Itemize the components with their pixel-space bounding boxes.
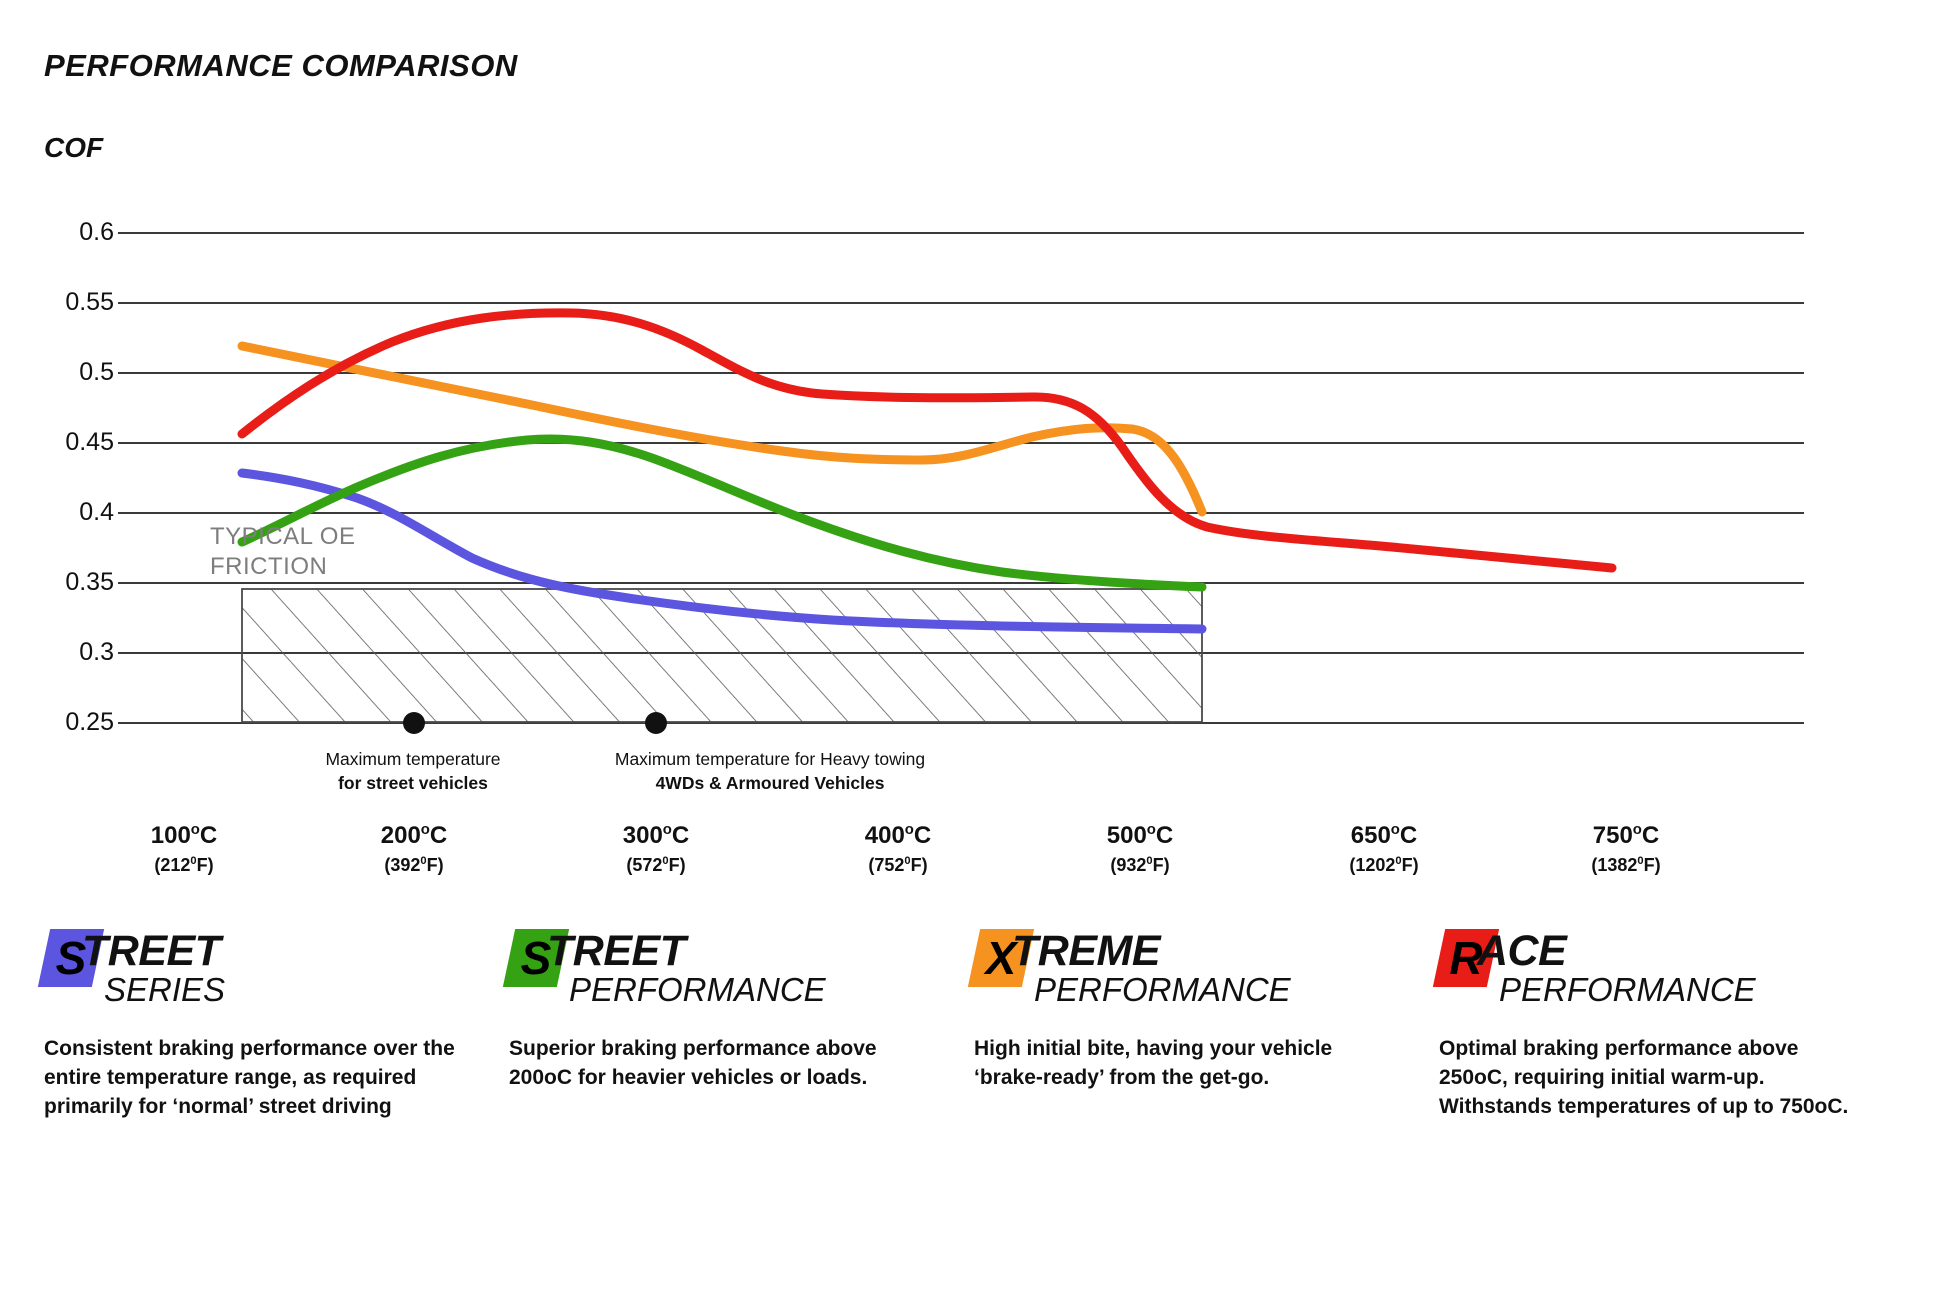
legend-card-description: Optimal braking performance above 250oC, requiring initial warm-up. Withstands temperatures of up to 750oC. xyxy=(1439,1037,1849,1118)
axis-tick-mark xyxy=(118,582,132,584)
legend-card-street-performance xyxy=(509,925,974,1122)
legend-card-description: Consistent braking performance over the entire temperature range, as required primarily for ‘normal’ street driving xyxy=(44,1037,455,1118)
street-series-logo xyxy=(44,925,467,1021)
typical-oe-friction-label: TYPICAL OE FRICTION xyxy=(210,523,356,580)
legend-card-race-performance xyxy=(1439,925,1904,1122)
y-tick-label: 0.3 xyxy=(79,638,114,666)
y-tick-label: 0.4 xyxy=(79,498,114,526)
logo-word-2: PERFORMANCE xyxy=(1034,971,1291,1008)
x-tick-100c: 100$^o$C $(212^0F)$ xyxy=(150,822,218,876)
max-temp-towing-note: Maximum temperature for Heavy towing 4WDs & Armoured Vehicles xyxy=(614,749,926,793)
legend-cards xyxy=(44,925,1904,1122)
page-title: PERFORMANCE COMPARISON xyxy=(44,48,518,83)
chart-curves xyxy=(132,232,1804,742)
logo-word-2: SERIES xyxy=(104,971,226,1008)
max-temp-towing-marker-dot xyxy=(645,712,667,734)
axis-tick-mark xyxy=(118,512,132,514)
x-tick-200c: 200$^o$C $(392^0F)$ xyxy=(380,822,448,876)
logo-word-2: PERFORMANCE xyxy=(569,971,826,1008)
logo-word-2: PERFORMANCE xyxy=(1499,971,1756,1008)
axis-tick-mark xyxy=(118,652,132,654)
max-temp-street-note: Maximum temperature for street vehicles xyxy=(325,749,501,793)
series-line-race-performance xyxy=(242,313,1612,568)
max-temp-street-marker-dot xyxy=(403,712,425,734)
badge-icon: R xyxy=(1433,929,1499,987)
x-tick-750c: 750$^o$C (1382$^0$F) xyxy=(1591,822,1661,876)
badge-icon: S xyxy=(503,929,569,987)
axis-tick-mark xyxy=(118,722,132,724)
x-tick-300c: 300$^o$C $(572^0F)$ xyxy=(622,822,690,876)
legend-card-xtreme-performance xyxy=(974,925,1439,1122)
legend-card-street-series xyxy=(44,925,509,1122)
badge-icon: S xyxy=(38,929,104,987)
x-tick-500c: 500$^o$C $(932^0F)$ xyxy=(1106,822,1174,876)
logo-word-1: TREET xyxy=(547,927,686,975)
legend-card-description: High initial bite, having your vehicle ‘brake-ready’ from the get-go. xyxy=(974,1037,1333,1089)
y-tick-label: 0.25 xyxy=(65,708,114,736)
legend-card-description: Superior braking performance above 200oC for heavier vehicles or loads. xyxy=(509,1037,877,1089)
x-tick-650c: 650$^o$C (1202$^0$F) xyxy=(1349,822,1419,876)
race-performance-logo xyxy=(1439,925,1862,1021)
y-tick-label: 0.5 xyxy=(79,358,114,386)
logo-word-1: TREET xyxy=(82,927,221,975)
y-tick-label: 0.45 xyxy=(65,428,114,456)
badge-icon: X xyxy=(968,929,1034,987)
xtreme-performance-logo xyxy=(974,925,1397,1021)
y-tick-label: 0.35 xyxy=(65,568,114,596)
logo-word-1: TREME xyxy=(1012,927,1160,975)
axis-tick-mark xyxy=(118,442,132,444)
y-tick-label: 0.6 xyxy=(79,218,114,246)
axis-tick-mark xyxy=(118,302,132,304)
y-axis-title: COF xyxy=(44,132,104,163)
x-tick-400c: 400$^o$C $(752^0F)$ xyxy=(864,822,932,876)
y-tick-label: 0.55 xyxy=(65,288,114,316)
axis-tick-mark xyxy=(118,372,132,374)
logo-word-1: ACE xyxy=(1477,927,1567,975)
chart-plot-area xyxy=(65,218,1804,742)
axis-tick-mark xyxy=(118,232,132,234)
street-performance-logo xyxy=(509,925,932,1021)
